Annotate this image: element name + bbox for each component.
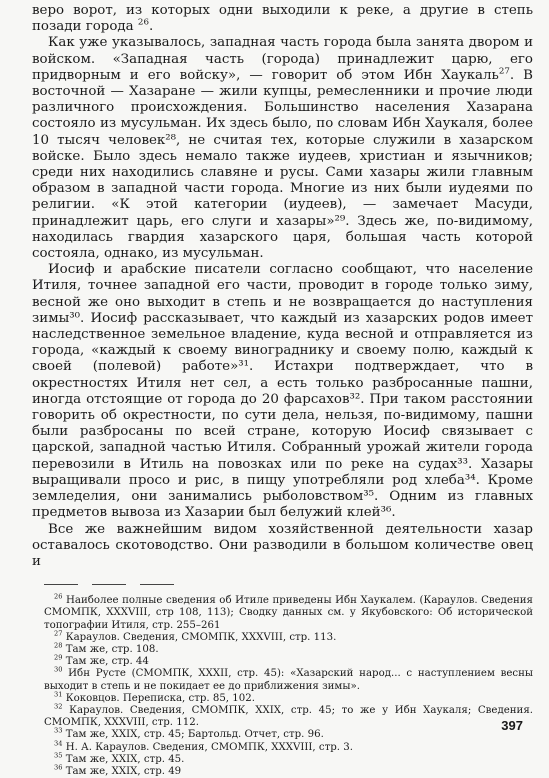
paragraph-4: Все же важнейшим видом хозяйственной деятельности хазар оставалось скотоводство. Они разводили в большом количестве овец и: [32, 521, 533, 569]
footnote-number: 28: [54, 641, 63, 650]
footnote-text: Ибн Русте (СМОМПК, XXXII, стр. 45): «Хазарский народ... с наступлением весны выходит в степь и не покидает ее до приближения зимы».: [44, 668, 533, 692]
footnote-number: 31: [54, 690, 63, 699]
footnote-text: Там же, XXIX, стр. 49: [65, 765, 182, 777]
footnote-text: Там же, стр. 108.: [65, 643, 159, 655]
footnote-text: Караулов. Сведения, СМОМПК, XXIX, стр. 45; то же у Ибн Хаукаля; Сведения. СМОМПК, XXXVIII, стр. 112.: [44, 704, 533, 729]
footnote-32: [44, 702, 533, 729]
footnote-text: Там же, стр. 44: [65, 656, 149, 668]
footnote-number: 34: [54, 739, 63, 748]
footnote-number: 27: [54, 629, 63, 638]
page-number: 397: [501, 718, 523, 733]
footnote-text: Там же, XXIX, стр. 45; Бартольд. Отчет, стр. 96.: [65, 729, 324, 741]
footnote-33: [44, 726, 533, 741]
footnote-text: Караулов. Сведения, СМОМПК, XXXVIII, стр. 113.: [65, 631, 337, 643]
footnote-28: [44, 641, 533, 656]
footnote-26: [44, 592, 533, 632]
footnote-number: 30: [54, 665, 63, 674]
footnote-number: 26: [54, 592, 63, 601]
footnote-separator: [44, 584, 533, 585]
footnote-text: Коковцов. Переписка, стр. 85, 102.: [65, 692, 255, 704]
footnote-number: 33: [54, 726, 63, 735]
footnote-number: 35: [54, 751, 63, 760]
paragraph-3: Иосиф и арабские писатели согласно сообщают, что население Итиля, точнее западной его части, проводит в городе только зиму, весной же оно выходит в степь и не возвращается до наступления зимы³⁰. Иосиф рассказывает, что каждый из хазарских родов имеет наследственное земельное владение, куда весной и отправляется из города, «каждый к своему винограднику и своему полю, каждый к своей (полевой) работе»³¹. Истахри подтверждает, что в окрестностях Итиля нет сел, а есть только разбросанные пашни, иногда отстоящие от города до 20 фарсахов³². При таком расстоянии говорить об окрестности, по сути дела, нельзя, по-видимому, пашни были разбросаны по всей стране, которую Иосиф связывает с царской, западной частью Итиля. Собранный урожай жители города перевозили в Итиль на повозках или по реке на судах³³. Хазары выращивали просо и рис, в пищу употребляли род хлеба³⁴. Кроме земледелия, они занимались рыболовством³⁵. Одним из главных предметов вывоза из Хазарии был белужий клей³⁶.: [32, 262, 533, 521]
paragraph-1: веро ворот, из которых одни выходили к реке, а другие в степь позади города $^{26}$.: [32, 3, 533, 35]
footnote-36: [44, 763, 533, 778]
footnote-ref-27: 27: [498, 66, 510, 77]
main-text: [32, 3, 533, 570]
footnote-number: 32: [54, 702, 63, 711]
footnote-35: [44, 751, 533, 766]
footnote-30: [44, 665, 533, 692]
footnote-ref-26: 26: [137, 17, 149, 28]
footnote-number: 29: [54, 653, 63, 662]
footnote-text: Н. А. Караулов. Сведения, СМОМПК, XXXVIII, стр. 3.: [65, 741, 353, 753]
footnote-text: Там же, XXIX, стр. 45.: [65, 753, 185, 765]
footnote-29: [44, 653, 533, 668]
footnote-31: [44, 690, 533, 705]
footnote-27: [44, 629, 533, 644]
footnote-number: 36: [54, 763, 63, 772]
footnote-34: [44, 739, 533, 754]
footnote-text: Наиболее полные сведения об Итиле приведены Ибн Хаукалем. (Караулов. Сведения СМОМПК, XXXVIII, стр 108, 113); Сводку данных см. у Якубовского: Об исторической топографии Итиля, стр. 255–261: [44, 595, 533, 631]
paragraph-2: Как уже указывалось, западная часть города была занята двором и войском. «Западная часть (города) принадлежит царю, его придворным и его войску», — говорит об этом Ибн Хаукаль$^{27}$. В восточной — Хазаране — жили купцы, ремесленники и прочие люди различного происхождения. Большинство населения Хазарана состояло из мусульман. Их здесь было, по словам Ибн Хаукаля, более 10 тысяч человек²⁸, не считая тех, которые служили в хазарском войске. Было здесь немало также иудеев, христиан и язычников; среди них находились славяне и русы. Сами хазары жили главным образом в западной части города. Многие из них были иудеями по религии. «К этой категории (иудеев), — замечает Масуди, принадлежит царь, его слуги и хазары»²⁹. Здесь же, по-видимому, находилась гвардия хазарского царя, большая часть которой состояла, однако, из мусульман.: [32, 35, 533, 262]
